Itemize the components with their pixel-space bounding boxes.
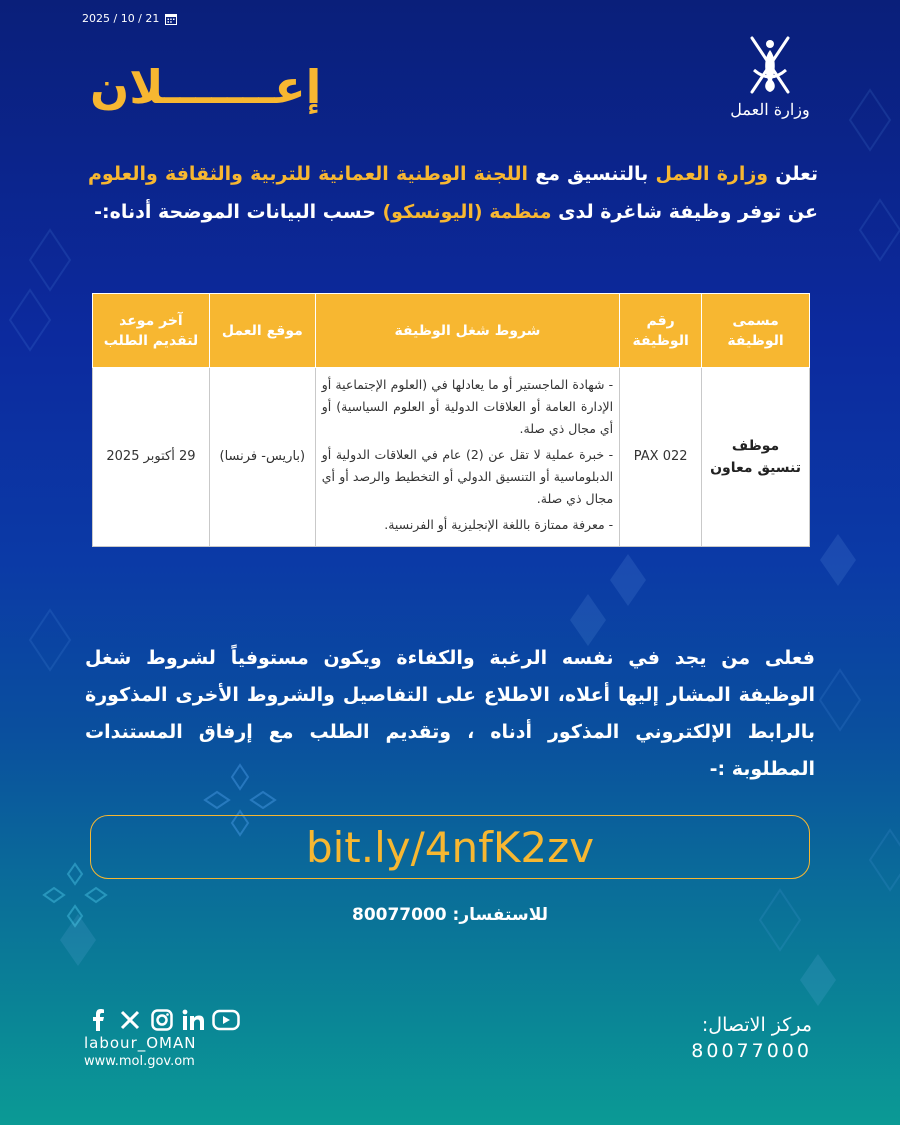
header-job-number: رقم الوظيفة — [620, 294, 702, 368]
linkedin-icon[interactable] — [180, 1008, 208, 1032]
youtube-icon[interactable] — [212, 1008, 240, 1032]
conditions-cell — [315, 368, 619, 547]
header-job-title: مسمى الوظيفة — [702, 294, 810, 368]
condition-item: - خبرة عملية لا تقل عن (2) عام في العلاقات الدولية أو الدبلوماسية أو التنسيق الدولي أو التخطيط والرصد أو أي مجال ذي صلة. — [321, 447, 614, 506]
inquiry-phone: للاستفسار: 80077000 — [351, 905, 548, 925]
deadline-cell: 29 أكتوبر 2025 — [93, 368, 210, 547]
social-icons — [84, 1008, 240, 1032]
intro-text-4: حسب البيانات الموضحة أدناه:- — [94, 201, 383, 223]
intro-paragraph — [88, 155, 818, 231]
organization-name: منظمة (اليونسكو) — [382, 201, 552, 223]
header-conditions: شروط شغل الوظيفة — [315, 294, 619, 368]
contact-center-number: 80077000 — [691, 1040, 812, 1062]
committee-name: اللجنة الوطنية العمانية للتربية والثقافة والعلوم — [88, 163, 529, 185]
ministry-name: وزارة العمل — [655, 163, 769, 185]
table-row — [93, 368, 810, 547]
social-handle: labour_OMAN — [84, 1034, 197, 1052]
job-table — [92, 293, 810, 547]
x-icon[interactable] — [116, 1008, 144, 1032]
instagram-icon[interactable] — [148, 1008, 176, 1032]
ministry-logo-text: وزارة العمل — [730, 100, 810, 119]
facebook-icon[interactable] — [84, 1008, 112, 1032]
job-title-cell: موظف تنسيق معاون — [702, 368, 810, 547]
application-link[interactable]: bit.ly/4nfK2zv — [90, 815, 810, 879]
contact-center-label: مركز الاتصال: — [701, 1014, 812, 1036]
instructions-paragraph: فعلى من يجد في نفسه الرغبة والكفاءة ويكون مستوفياً لشروط شغل الوظيفة المشار إليها أعلاه، الاطلاع على التفاصيل والشروط الأخرى المذكورة بالرابط الإلكتروني المذكور أدناه ، وتقديم الطلب مع إرفاق المستندات المطلوبة :- — [85, 647, 815, 780]
date-row — [82, 12, 177, 25]
intro-text-2: بالتنسيق مع — [528, 163, 656, 185]
intro-text-3: عن توفر وظيفة شاغرة لدى — [551, 201, 818, 223]
page-title: إعـــــــلان — [90, 60, 322, 114]
announcement-date: 2025 / 10 / 21 — [82, 12, 160, 25]
header-location: موقع العمل — [209, 294, 315, 368]
calendar-icon — [165, 13, 177, 25]
location-cell: (باريس- فرنسا) — [209, 368, 315, 547]
job-number-cell: PAX 022 — [620, 368, 702, 547]
intro-text-1: تعلن — [768, 163, 819, 185]
condition-item: - معرفة ممتازة باللغة الإنجليزية أو الفرنسية. — [384, 517, 614, 532]
header-deadline: آخر موعد لتقديم الطلب — [93, 294, 210, 368]
website-url[interactable]: www.mol.gov.om — [84, 1054, 195, 1069]
condition-item: - شهادة الماجستير أو ما يعادلها في (العلوم الإجتماعية أو الإدارة العامة أو العلاقات الدولية أو العلوم السياسية) أو أي مجال ذي صلة. — [321, 377, 614, 436]
table-header-row — [93, 294, 810, 368]
